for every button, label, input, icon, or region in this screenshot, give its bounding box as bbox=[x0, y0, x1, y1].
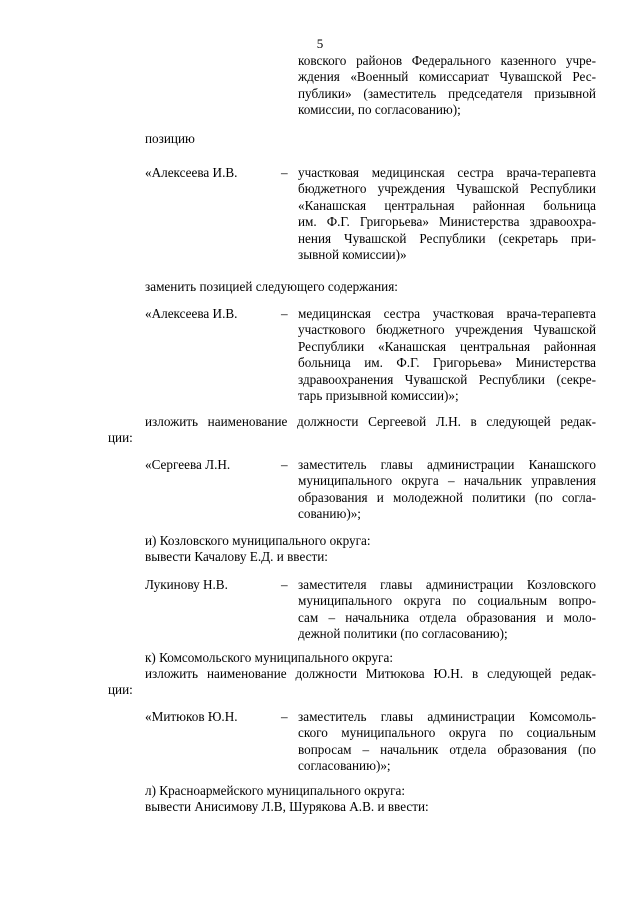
entry-name: Лукинову Н.В. bbox=[145, 577, 228, 592]
krasnoarmeisky-heading: л) Красноармейского муниципального округа: bbox=[145, 783, 406, 798]
entry-line: муниципального округа по социальным вопро- bbox=[298, 593, 596, 609]
entry-line: сованию)»; bbox=[298, 506, 361, 522]
entry-line: им. Ф.Г. Григорьева» Министерства здравоохра- bbox=[298, 214, 596, 230]
krasnoarmeisky-action: вывести Анисимову Л.В, Шурякова А.В. и ввести: bbox=[145, 799, 429, 814]
page-number: 5 bbox=[316, 36, 324, 51]
intro-line: ждения «Военный комиссариат Чувашской Рес- bbox=[298, 69, 596, 85]
entry-dash: – bbox=[281, 457, 288, 472]
entry-dash: – bbox=[281, 306, 288, 321]
entry-line: сам – начальника отдела образования и моло- bbox=[298, 609, 596, 625]
entry-line: участковая медицинская сестра врача-терапевта bbox=[298, 165, 596, 180]
entry-line: медицинская сестра участковая врача-терапевта bbox=[298, 306, 596, 321]
entry-line: зывной комиссии)» bbox=[298, 247, 407, 263]
paragraph-line: изложить наименование должности Митюкова Ю.Н. в следующей редак- bbox=[145, 666, 596, 681]
sergeeva-intro-cont: ции: bbox=[108, 430, 133, 445]
entry-line: «Канашская центральная районная больница bbox=[298, 197, 596, 213]
komsomolsky-heading: к) Комсомольского муниципального округа: bbox=[145, 650, 393, 665]
paragraph-line: изложить наименование должности Сергеевой Л.Н. в следующей редак- bbox=[145, 414, 596, 429]
position-label: позицию bbox=[145, 131, 195, 146]
kozlovsky-heading: и) Козловского муниципального округа: bbox=[145, 533, 371, 548]
entry-line: Республики «Канашская центральная районная bbox=[298, 338, 596, 354]
entry-line: муниципального округа – начальник управления bbox=[298, 473, 596, 489]
entry-line: образования и молодежной политики (по согла- bbox=[298, 489, 596, 505]
entry-line: заместитель главы администрации Канашского bbox=[298, 457, 596, 472]
entry-line: заместитель главы администрации Комсомоль- bbox=[298, 709, 596, 724]
entry-line: согласованию)»; bbox=[298, 758, 391, 774]
entry-description bbox=[298, 165, 596, 263]
entry-name: «Алексеева И.В. bbox=[145, 165, 238, 180]
entry-line: вопросам – начальник отдела образования (по bbox=[298, 741, 596, 757]
entry-line: здравоохранения Чувашской Республики (секре- bbox=[298, 371, 596, 387]
entry-description bbox=[298, 577, 596, 643]
entry-description bbox=[298, 306, 596, 404]
entry-line: дежной политики (по согласованию); bbox=[298, 626, 508, 642]
entry-line: ского муниципального округа по социальным bbox=[298, 725, 596, 741]
kozlovsky-action: вывести Качалову Е.Д. и ввести: bbox=[145, 549, 328, 564]
intro-line: публики» (заместитель председателя призывной bbox=[298, 85, 596, 101]
entry-line: больница им. Ф.Г. Григорьева» Министерства bbox=[298, 355, 596, 371]
entry-name: «Митюков Ю.Н. bbox=[145, 709, 238, 724]
entry-line: бюджетного учреждения Чувашской Республики bbox=[298, 181, 596, 197]
entry-dash: – bbox=[281, 165, 288, 180]
intro-text bbox=[298, 53, 596, 119]
intro-line: комиссии, по согласованию); bbox=[298, 102, 461, 118]
komsomolsky-intro bbox=[145, 666, 596, 682]
intro-line: ковского районов Федерального казенного учре- bbox=[298, 53, 596, 68]
entry-line: тарь призывной комиссии)»; bbox=[298, 388, 459, 404]
entry-name: «Сергеева Л.Н. bbox=[145, 457, 231, 472]
entry-dash: – bbox=[281, 709, 288, 724]
entry-dash: – bbox=[281, 577, 288, 592]
entry-description bbox=[298, 709, 596, 775]
entry-line: нения Чувашской Республики (секретарь при- bbox=[298, 230, 596, 246]
entry-line: заместителя главы администрации Козловского bbox=[298, 577, 596, 592]
entry-name: «Алексеева И.В. bbox=[145, 306, 238, 321]
sergeeva-intro bbox=[145, 414, 596, 430]
komsomolsky-intro-cont: ции: bbox=[108, 682, 133, 697]
entry-line: участкового бюджетного учреждения Чувашской bbox=[298, 322, 596, 338]
replace-label: заменить позицией следующего содержания: bbox=[145, 279, 398, 294]
entry-description bbox=[298, 457, 596, 523]
